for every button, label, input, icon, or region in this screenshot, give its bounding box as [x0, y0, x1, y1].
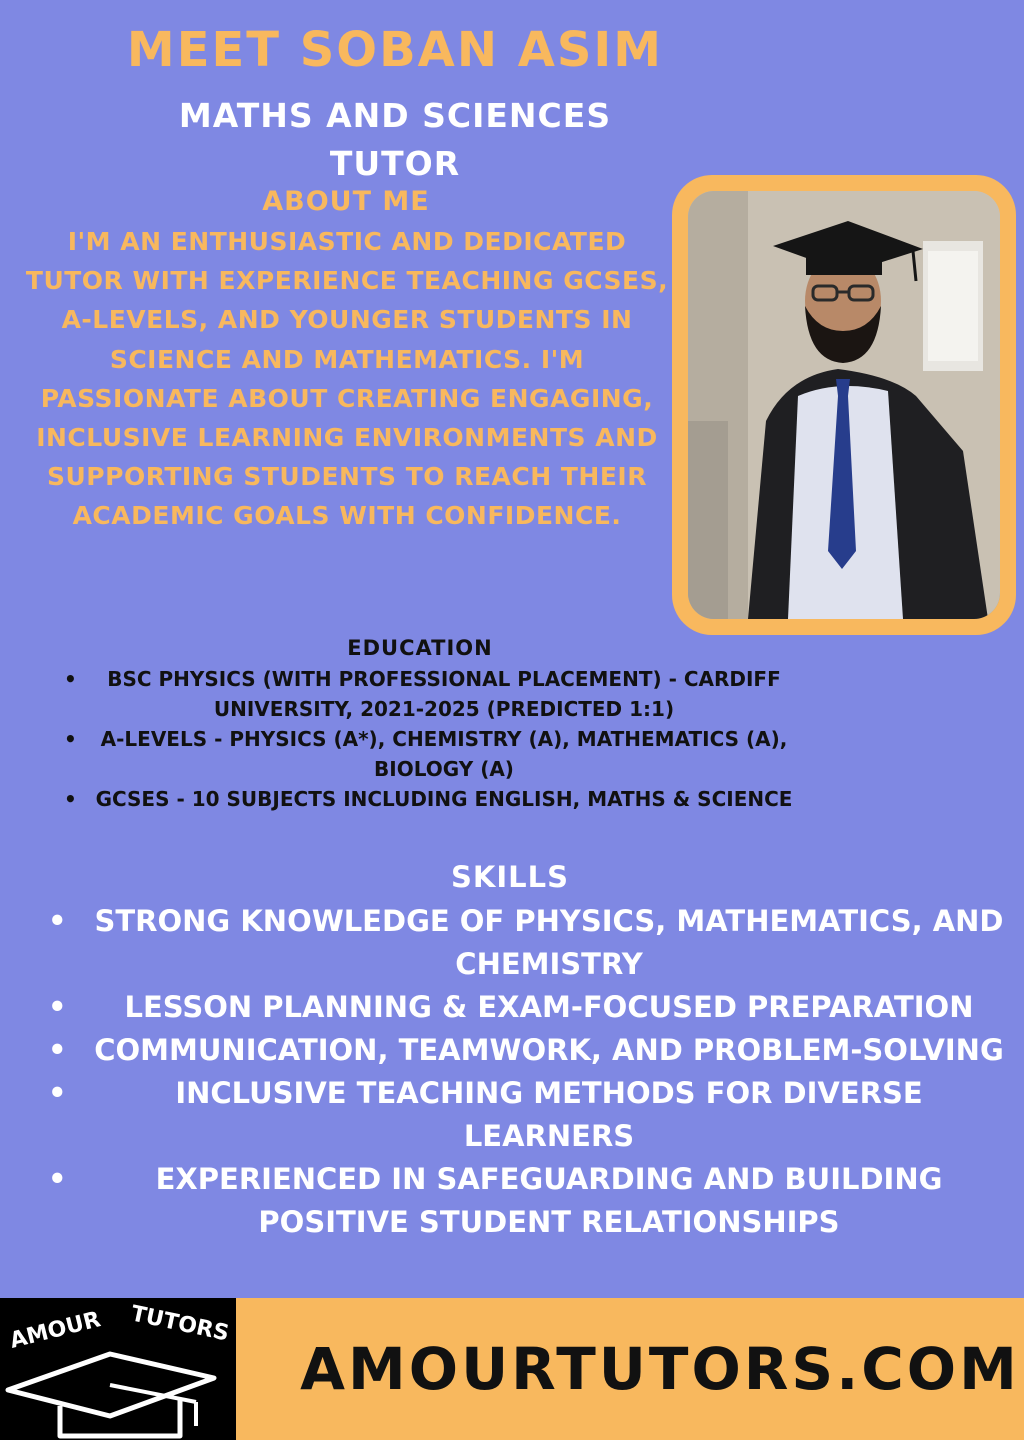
education-item: • A-LEVELS - PHYSICS (A*), CHEMISTRY (A), MATHEMATICS (A), BIOLOGY (A) [60, 724, 800, 784]
subtitle-line-1: MATHS AND SCIENCES [178, 96, 612, 135]
photo-frame [672, 175, 1016, 635]
footer-band [236, 1298, 1024, 1440]
tutor-photo [688, 191, 1000, 619]
logo-word-amour: Amour [7, 1307, 104, 1354]
about-body: I'M AN ENTHUSIASTIC AND DEDICATED TUTOR WITH EXPERIENCE TEACHING GCSES, A-LEVELS, AND YOUNGER STUDENTS IN SCIENCE AND MATHEMATICS. I'M PASSIONATE ABOUT CREATING ENGAGING, INCLUSIVE LEARNING ENVIRONMENTS AND SUPPORTING STUDENTS TO REACH THEIR ACADEMIC GOALS WITH CONFIDENCE. [25, 227, 669, 531]
tutor-photo-illustration [688, 191, 1000, 619]
skill-item: • INCLUSIVE TEACHING METHODS FOR DIVERSE LEARNERS [40, 1072, 1008, 1158]
education-list [60, 664, 800, 814]
tutor-subtitle [120, 92, 670, 188]
skill-item: • EXPERIENCED IN SAFEGUARDING AND BUILDING POSITIVE STUDENT RELATIONSHIPS [40, 1158, 1008, 1244]
subtitle-line-2: TUTOR [329, 144, 461, 183]
education-item: • BSC PHYSICS (WITH PROFESSIONAL PLACEMENT) - CARDIFF UNIVERSITY, 2021-2025 (PREDICTED 1:1) [60, 664, 800, 724]
skills-list [40, 900, 1008, 1244]
logo-word-tutors: Tutors [128, 1301, 232, 1347]
website-link[interactable]: AMOURTUTORS.COM [300, 1335, 1020, 1403]
graduation-cap-logo-icon [0, 1298, 236, 1440]
skill-item: • STRONG KNOWLEDGE OF PHYSICS, MATHEMATICS, AND CHEMISTRY [40, 900, 1008, 986]
skill-item: • LESSON PLANNING & EXAM-FOCUSED PREPARATION [40, 986, 1008, 1029]
skills-heading: SKILLS [451, 860, 569, 894]
footer-logo [0, 1298, 236, 1440]
education-item: • GCSES - 10 SUBJECTS INCLUDING ENGLISH, MATHS & SCIENCE [60, 784, 800, 814]
education-heading: EDUCATION [347, 636, 493, 660]
page-title: MEET SOBAN ASIM [126, 22, 664, 78]
skill-item: • COMMUNICATION, TEAMWORK, AND PROBLEM-SOLVING [40, 1029, 1008, 1072]
about-heading: ABOUT ME [262, 186, 430, 217]
